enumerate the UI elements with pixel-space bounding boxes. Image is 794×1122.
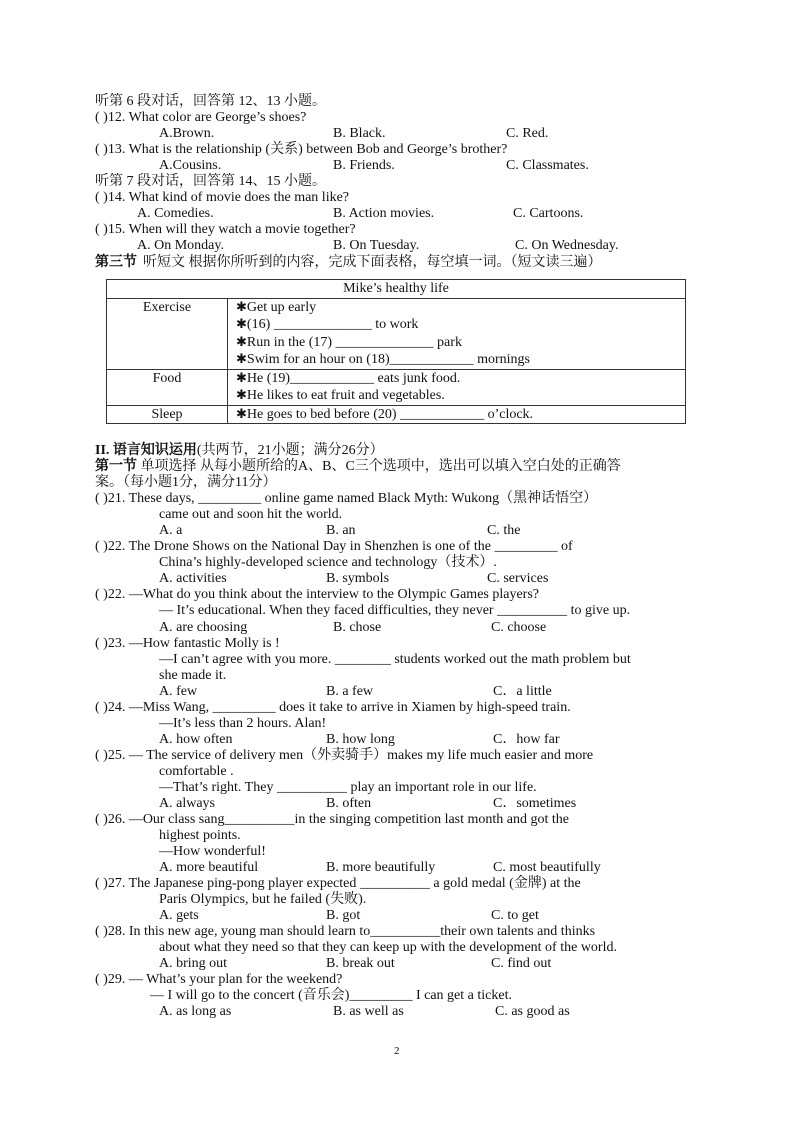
question-stem-cont: came out and soon hit the world. bbox=[159, 507, 343, 522]
option-c: C. choose bbox=[491, 620, 547, 635]
star-icon: ✱ bbox=[236, 352, 247, 367]
option-b: B. On Tuesday. bbox=[333, 238, 420, 253]
question-stem: ( )15. When will they watch a movie together? bbox=[95, 222, 356, 237]
option-c: C. the bbox=[487, 523, 521, 538]
option-b: B. got bbox=[326, 908, 361, 923]
question-stem: ( )29. — What’s your plan for the weekend? bbox=[95, 972, 343, 987]
option-b: B. an bbox=[326, 523, 356, 538]
question-stem: ( )24. —Miss Wang, _________ does it take to arrive in Xiamen by high-speed train. bbox=[95, 700, 571, 715]
question-stem-cont: highest points. bbox=[159, 828, 241, 843]
option-c: C. find out bbox=[491, 956, 552, 971]
question-stem: ( )22. —What do you think about the interview to the Olympic Games players? bbox=[95, 587, 540, 602]
question-stem-cont: —That’s right. They __________ play an important role in our life. bbox=[159, 780, 537, 795]
option-a: A. are choosing bbox=[159, 620, 248, 635]
option-c: C. Red. bbox=[506, 126, 549, 141]
question-stem-cont: — I will go to the concert (音乐会)_________ I can get a ticket. bbox=[150, 988, 512, 1003]
question-stem: ( )27. The Japanese ping-pong player expected __________ a gold medal (金牌) at the bbox=[95, 876, 581, 891]
option-c: C. most beautifully bbox=[493, 860, 601, 875]
star-icon: ✱ bbox=[236, 370, 247, 386]
question-stem: ( )25. — The service of delivery men（外卖骑手）makes my life much easier and more bbox=[95, 748, 594, 763]
question-stem-cont: — It’s educational. When they faced difficulties, they never __________ to give up. bbox=[159, 603, 631, 618]
option-c: C. Cartoons. bbox=[513, 206, 584, 221]
page-number: 2 bbox=[394, 1045, 400, 1057]
option-b: B. symbols bbox=[326, 571, 390, 586]
star-icon: ✱ bbox=[236, 299, 247, 315]
option-c: C．how far bbox=[493, 732, 560, 747]
section-heading bbox=[95, 255, 602, 271]
option-a: A. bring out bbox=[159, 956, 228, 971]
option-a: A. few bbox=[159, 684, 198, 699]
option-a: A. how often bbox=[159, 732, 233, 747]
question-stem: ( )14. What kind of movie does the man like? bbox=[95, 190, 350, 205]
question-stem-cont: —It’s less than 2 hours. Alan! bbox=[159, 716, 327, 731]
section-instructions: 单项选择 从每小题所给的A、B、C三个选项中，选出可以填入空白处的正确答 bbox=[137, 459, 621, 474]
question-stem-cont: comfortable . bbox=[159, 764, 234, 779]
question-stem: ( )26. —Our class sang__________in the singing competition last month and got the bbox=[95, 812, 569, 827]
list-item: ✱Get up early bbox=[236, 299, 317, 315]
question-stem-cont: —How wonderful! bbox=[159, 844, 266, 859]
list-item: ✱He goes to bed before (20) ____________ o’clock. bbox=[236, 406, 534, 422]
table-row bbox=[107, 405, 686, 424]
option-b: B. more beautifully bbox=[326, 860, 436, 875]
option-b: B. a few bbox=[326, 684, 374, 699]
table-row bbox=[107, 369, 686, 405]
section-instructions: 案。（每小题1分，满分11分） bbox=[95, 475, 277, 490]
question-stem-cont: —I can’t agree with you more. ________ students worked out the math problem but bbox=[159, 652, 631, 667]
list-item: ✱Run in the (17) ______________ park bbox=[236, 334, 462, 350]
option-a: A. as long as bbox=[159, 1004, 232, 1019]
star-icon: ✱ bbox=[236, 388, 247, 403]
option-c: C. On Wednesday. bbox=[515, 238, 619, 253]
option-b: B. as well as bbox=[333, 1004, 404, 1019]
section-heading bbox=[95, 459, 621, 475]
question-stem-cont: about what they need so that they can keep up with the development of the world. bbox=[159, 940, 617, 955]
question-stem-cont: she made it. bbox=[159, 668, 227, 683]
option-a: A. Comedies. bbox=[137, 206, 214, 221]
part-label: II. 语言知识运用 bbox=[95, 443, 197, 458]
option-b: B. chose bbox=[333, 620, 382, 635]
question-stem: ( )12. What color are George’s shoes? bbox=[95, 110, 307, 125]
section-intro: 听第 6 段对话，回答第 12、13 小题。 bbox=[95, 94, 326, 109]
option-b: B. often bbox=[326, 796, 372, 811]
list-item: ✱(16) ______________ to work bbox=[236, 317, 419, 332]
option-c: C．a little bbox=[493, 684, 552, 699]
row-category: Food bbox=[107, 369, 228, 405]
option-b: B. Black. bbox=[333, 126, 386, 141]
option-b: B. Friends. bbox=[333, 158, 395, 173]
table-title: Mike’s healthy life bbox=[107, 280, 686, 299]
question-stem-cont: China’s highly-developed science and technology（技术）. bbox=[159, 555, 497, 570]
option-c: C. as good as bbox=[495, 1004, 570, 1019]
option-c: C. to get bbox=[491, 908, 539, 923]
star-icon: ✱ bbox=[236, 317, 247, 332]
option-b: B. Action movies. bbox=[333, 206, 435, 221]
question-stem: ( )23. —How fantastic Molly is ! bbox=[95, 636, 280, 651]
option-a: A. more beautiful bbox=[159, 860, 259, 875]
option-c: C. Classmates. bbox=[506, 158, 589, 173]
section-label: 第三节 bbox=[95, 255, 137, 270]
row-items bbox=[228, 369, 686, 405]
option-b: B. break out bbox=[326, 956, 395, 971]
part-info: (共两节，21小题；满分26分） bbox=[196, 443, 384, 458]
star-icon: ✱ bbox=[236, 334, 247, 350]
table-row bbox=[107, 298, 686, 369]
option-a: A. On Monday. bbox=[137, 238, 224, 253]
option-c: C．sometimes bbox=[493, 796, 577, 811]
row-category: Sleep bbox=[107, 405, 228, 424]
option-b: B. how long bbox=[326, 732, 395, 747]
part-heading bbox=[95, 443, 384, 459]
star-icon: ✱ bbox=[236, 406, 247, 422]
list-item: ✱He (19)____________ eats junk food. bbox=[236, 370, 461, 386]
question-stem: ( )21. These days, _________ online game named Black Myth: Wukong（黑神话悟空） bbox=[95, 491, 598, 506]
list-item: ✱He likes to eat fruit and vegetables. bbox=[236, 388, 445, 403]
list-item: ✱Swim for an hour on (18)____________ mornings bbox=[236, 352, 530, 367]
question-stem: ( )22. The Drone Shows on the National Day in Shenzhen is one of the _________ of bbox=[95, 539, 573, 554]
option-a: A.Brown. bbox=[159, 126, 215, 141]
section-intro: 听第 7 段对话，回答第 14、15 小题。 bbox=[95, 174, 326, 189]
option-a: A.Cousins. bbox=[159, 158, 222, 173]
option-a: A. a bbox=[159, 523, 183, 538]
option-a: A. gets bbox=[159, 908, 199, 923]
option-a: A. always bbox=[159, 796, 215, 811]
question-stem: ( )13. What is the relationship (关系) between Bob and George’s brother? bbox=[95, 142, 508, 157]
question-stem: ( )28. In this new age, young man should learn to__________their own talents and thinks bbox=[95, 924, 596, 939]
option-c: C. services bbox=[487, 571, 549, 586]
section-label: 第一节 bbox=[95, 459, 137, 474]
option-a: A. activities bbox=[159, 571, 227, 586]
healthy-life-table bbox=[106, 279, 686, 424]
row-items bbox=[228, 405, 686, 424]
row-category: Exercise bbox=[107, 298, 228, 369]
row-items bbox=[228, 298, 686, 369]
question-stem-cont: Paris Olympics, but he failed (失败). bbox=[159, 892, 367, 907]
section-instructions: 听短文 根据你所听到的内容，完成下面表格，每空填一词。（短文读三遍） bbox=[143, 255, 602, 270]
